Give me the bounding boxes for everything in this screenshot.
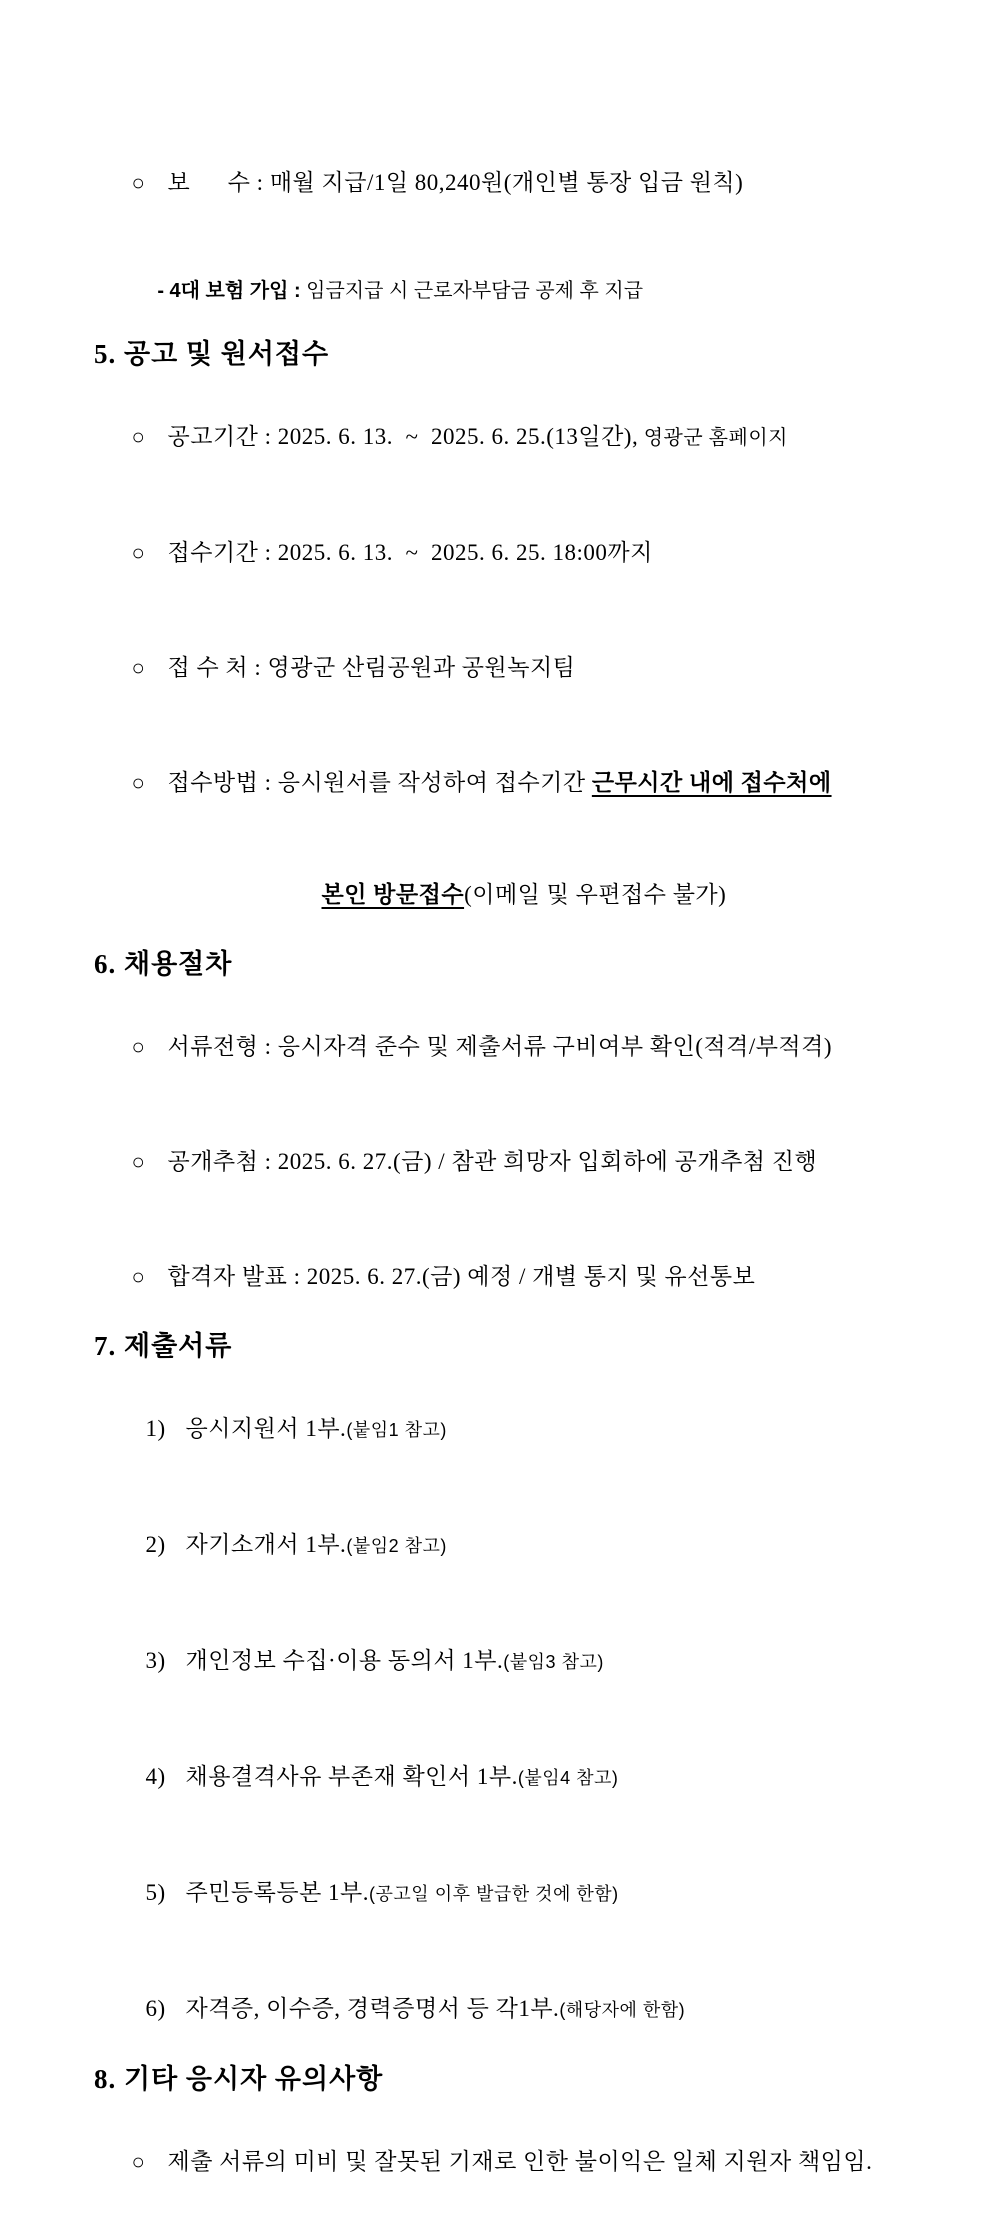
document-content	[94, 132, 924, 2213]
item-number: 6)	[145, 1996, 166, 2021]
item-text: 주민등록등본 1부.	[185, 1880, 370, 1905]
item-number: 3)	[145, 1648, 166, 1673]
section-announcement-and-application	[94, 336, 924, 946]
receipt-place-line	[94, 617, 924, 719]
item-text: 응시지원서 1부.	[185, 1416, 347, 1441]
submission-item	[94, 1726, 924, 1829]
notice-period-line	[94, 386, 924, 489]
receipt-method-line	[94, 732, 924, 834]
bullet-circle-icon: ○	[131, 2149, 146, 2174]
public-lottery-line	[94, 1111, 924, 1213]
item-number: 2)	[145, 1532, 166, 1557]
submission-item	[94, 1494, 924, 1597]
visit-submission-emphasis: 본인 방문접수	[321, 882, 465, 907]
notice-period-small-text: 영광군 홈페이지	[638, 427, 788, 449]
insurance-text: 임금지급 시 근로자부담금 공제 후 지급	[306, 280, 644, 302]
item-text: 자기소개서 1부.	[185, 1532, 347, 1557]
submission-item	[94, 1610, 924, 1713]
section-6-title: 6. 채용절차	[94, 949, 233, 979]
item-note: (붙임3 참고)	[503, 1652, 604, 1672]
section-hiring-procedure	[94, 946, 924, 1328]
receipt-method-emphasis: 근무시간 내에 접수처에	[591, 770, 832, 795]
item-note: (붙임4 참고)	[517, 1768, 619, 1788]
section-submission-documents	[94, 1328, 924, 2061]
bullet-circle-icon: ○	[131, 655, 146, 680]
bullet-circle-icon: ○	[131, 170, 146, 195]
pay-line	[94, 132, 924, 234]
item-text: 개인정보 수집·이용 동의서 1부.	[185, 1648, 504, 1673]
receipt-period-line	[94, 502, 924, 604]
document-screening-line	[94, 996, 924, 1098]
receipt-method-text: 접수방법 : 응시원서를 작성하여 접수기간	[167, 770, 592, 795]
document-screening-text: 서류전형 : 응시자격 준수 및 제출서류 구비여부 확인(적격/부적격)	[167, 1034, 833, 1059]
bullet-circle-icon: ○	[131, 1149, 146, 1174]
applicant-note-text: 제출 서류의 미비 및 잘못된 기재로 인한 불이익은 일체 지원자 책임임.	[167, 2149, 873, 2174]
section-8-title: 8. 기타 응시자 유의사항	[94, 2064, 384, 2094]
insurance-line	[94, 246, 924, 336]
bullet-circle-icon: ○	[131, 1264, 146, 1289]
pass-announcement-line	[94, 1226, 924, 1328]
applicant-note-line	[94, 2111, 924, 2213]
compensation-block	[94, 132, 924, 336]
item-text: 채용결격사유 부존재 확인서 1부.	[185, 1764, 518, 1789]
item-note: (붙임2 참고)	[346, 1536, 447, 1556]
receipt-period-text: 접수기간 : 2025. 6. 13. ~ 2025. 6. 25. 18:00까지	[167, 540, 653, 565]
item-note: (공고일 이후 발급한 것에 한함)	[369, 1884, 619, 1904]
notice-period-text: 공고기간 : 2025. 6. 13. ~ 2025. 6. 25.(13일간),	[167, 424, 639, 449]
submission-item	[94, 1842, 924, 1945]
section-7-title: 7. 제출서류	[94, 1331, 233, 1361]
section-5-title: 5. 공고 및 원서접수	[94, 339, 330, 369]
bullet-circle-icon: ○	[131, 770, 146, 795]
bullet-circle-icon: ○	[131, 424, 146, 449]
receipt-method-continuation	[94, 844, 924, 946]
receipt-place-text: 접 수 처 : 영광군 산림공원과 공원녹지팀	[167, 655, 576, 680]
item-text: 자격증, 이수증, 경력증명서 등 각1부.	[185, 1996, 560, 2021]
bullet-circle-icon: ○	[131, 540, 146, 565]
item-note: (붙임1 참고)	[346, 1420, 447, 1440]
insurance-lead: - 4대 보험 가입 :	[157, 280, 307, 302]
pass-announcement-text: 합격자 발표 : 2025. 6. 27.(금) 예정 / 개별 통지 및 유선통보	[167, 1264, 756, 1289]
bullet-circle-icon: ○	[131, 1034, 146, 1059]
item-number: 4)	[145, 1764, 166, 1789]
submission-item	[94, 1378, 924, 1481]
pay-text: 보 수 : 매월 지급/1일 80,240원(개인별 통장 입금 원칙)	[167, 170, 744, 195]
section-applicant-notes	[94, 2061, 924, 2213]
item-note: (해당자에 한함)	[559, 2000, 686, 2020]
visit-submission-note: (이메일 및 우편접수 불가)	[464, 882, 727, 907]
submission-item	[94, 1958, 924, 2061]
public-lottery-text: 공개추첨 : 2025. 6. 27.(금) / 참관 희망자 입회하에 공개추첨 진행	[167, 1149, 818, 1174]
item-number: 5)	[145, 1880, 166, 1905]
item-number: 1)	[145, 1416, 166, 1441]
